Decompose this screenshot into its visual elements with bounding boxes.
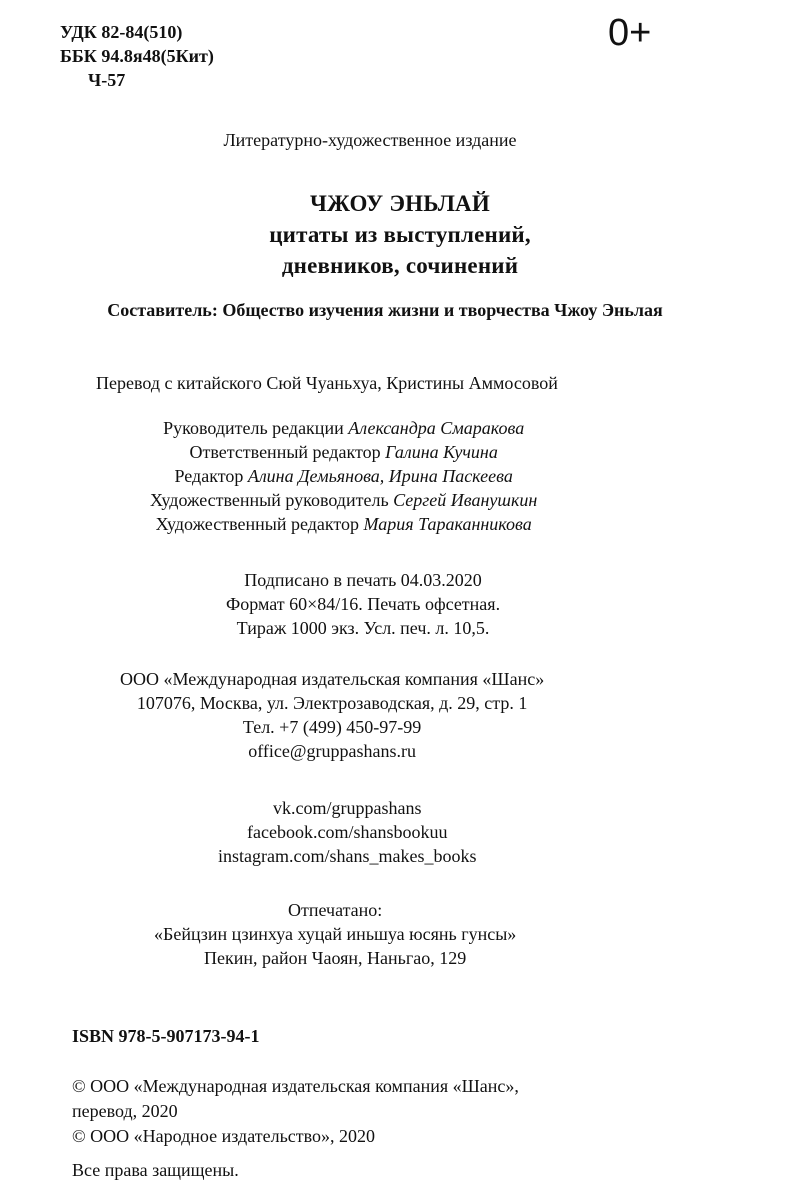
staff-role: Художественный руководитель bbox=[150, 490, 389, 510]
social-links bbox=[218, 796, 476, 868]
publisher-phone: Тел. +7 (499) 450-97-99 bbox=[242, 717, 422, 737]
copyright-line: © ООО «Международная издательская компания «Шанс», bbox=[72, 1076, 519, 1096]
print-info bbox=[226, 568, 500, 640]
staff-line bbox=[150, 440, 537, 464]
printer-info bbox=[154, 898, 516, 970]
staff-name: Сергей Иванушкин bbox=[393, 490, 538, 510]
translation-line: Перевод с китайского Сюй Чуаньхуа, Кристины Аммосовой bbox=[96, 373, 558, 393]
copyright-block bbox=[72, 1074, 519, 1149]
staff-line bbox=[150, 488, 537, 512]
genre-label: Литературно-художественное издание bbox=[223, 130, 517, 150]
staff-role: Художественный редактор bbox=[155, 514, 359, 534]
compiler-line: Составитель: Общество изучения жизни и творчества Чжоу Эньлая bbox=[107, 300, 663, 320]
publisher-email: office@gruppashans.ru bbox=[248, 741, 416, 761]
staff-line bbox=[150, 464, 537, 488]
print-signed: Подписано в печать 04.03.2020 bbox=[244, 570, 482, 590]
staff-role: Руководитель редакции bbox=[163, 418, 344, 438]
staff-name: Александра Смаракова bbox=[348, 418, 525, 438]
staff-line bbox=[150, 416, 537, 440]
staff-line bbox=[150, 512, 537, 536]
printed-label: Отпечатано: bbox=[287, 900, 383, 920]
print-format: Формат 60×84/16. Печать офсетная. bbox=[226, 594, 501, 614]
print-run: Тираж 1000 экз. Усл. печ. л. 10,5. bbox=[236, 618, 490, 638]
editorial-staff bbox=[150, 416, 537, 536]
staff-role: Редактор bbox=[174, 466, 244, 486]
printer-name: «Бейцзин цзинхуа хуцай иньшуа юсянь гунсы» bbox=[154, 924, 517, 944]
title-line-2: дневников, сочинений bbox=[281, 253, 519, 278]
staff-role: Ответственный редактор bbox=[189, 442, 381, 462]
social-vk: vk.com/gruppashans bbox=[272, 798, 422, 818]
book-title bbox=[0, 188, 800, 281]
copyright-line: © ООО «Народное издательство», 2020 bbox=[72, 1126, 376, 1146]
author-mark: Ч-57 bbox=[88, 70, 126, 90]
isbn: ISBN 978-5-907173-94-1 bbox=[72, 1026, 260, 1046]
publisher-name: ООО «Международная издательская компания «Шанс» bbox=[120, 669, 545, 689]
udk-code: УДК 82-84(510) bbox=[60, 22, 183, 42]
copyright-line: перевод, 2020 bbox=[72, 1101, 178, 1121]
rights-reserved: Все права защищены. bbox=[72, 1160, 239, 1180]
social-facebook: facebook.com/shansbookuu bbox=[247, 822, 448, 842]
staff-name: Алина Демьянова, Ирина Паскеева bbox=[247, 466, 513, 486]
publisher-info bbox=[120, 667, 544, 763]
printer-address: Пекин, район Чаоян, Наньгао, 129 bbox=[204, 948, 467, 968]
translation-credit bbox=[96, 371, 558, 395]
classification-codes bbox=[60, 20, 214, 92]
staff-name: Мария Тараканникова bbox=[363, 514, 532, 534]
publisher-address: 107076, Москва, ул. Электрозаводская, д. 29, стр. 1 bbox=[136, 693, 528, 713]
age-rating: 0+ bbox=[608, 12, 652, 54]
bbk-code: ББК 94.8я48(5Кит) bbox=[60, 46, 214, 66]
social-instagram: instagram.com/shans_makes_books bbox=[218, 846, 477, 866]
staff-name: Галина Кучина bbox=[385, 442, 498, 462]
title-line-1: цитаты из выступлений, bbox=[269, 222, 531, 247]
title-author: ЧЖОУ ЭНЬЛАЙ bbox=[310, 191, 490, 216]
